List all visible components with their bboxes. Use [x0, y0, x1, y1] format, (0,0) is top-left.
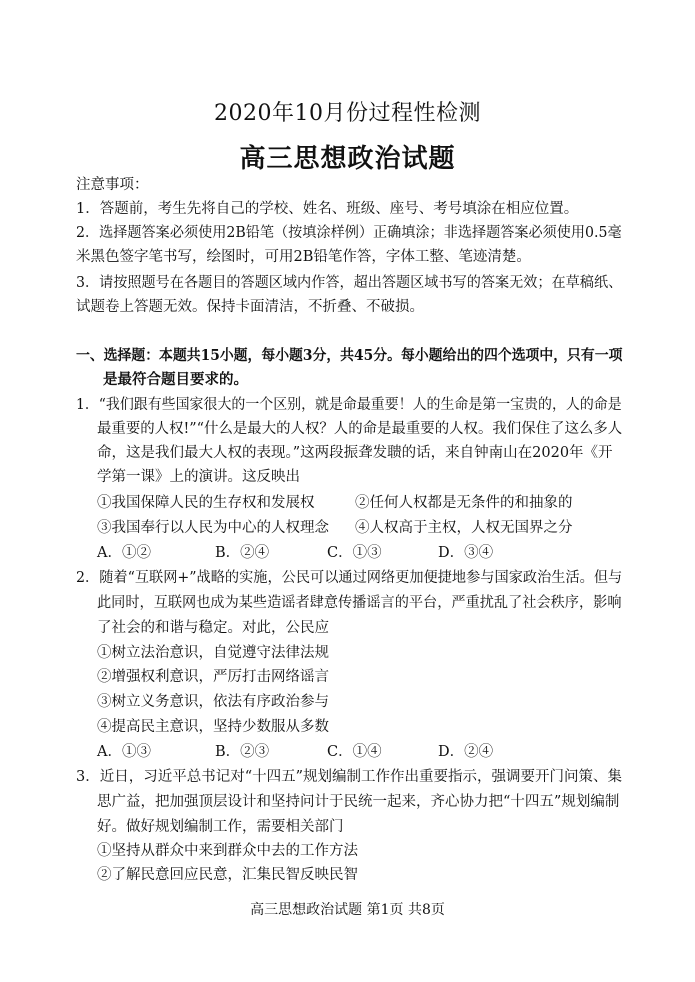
question-2-choice-c: C．①④: [327, 744, 382, 760]
question-1-option: ①我国保障人民的生存权和发展权: [97, 495, 315, 511]
notice-line: 3．请按照题号在各题目的答题区域内作答，超出答题区域书写的答案无效；在草稿纸、: [76, 275, 623, 291]
question-1-option: ④人权高于主权，人权无国界之分: [355, 520, 573, 536]
question-1-choice-b: B．②④: [215, 545, 270, 561]
notice-line: 2．选择题答案必须使用2B铅笔（按填涂样例）正确填涂；非选择题答案必须使用0.5毫: [76, 225, 622, 241]
question-2-option: ①树立法治意识，自觉遵守法律法规: [97, 645, 329, 661]
subject-title: 高三思想政治试题: [239, 144, 456, 174]
question-1-choice-a: A．①②: [97, 545, 151, 561]
section-heading-cont: 是最符合题目要求的。: [103, 371, 248, 388]
question-1-text: 1．“我们跟有些国家很大的一个区别，就是命最重要！人的生命是第一宝贵的，人的命是: [76, 397, 622, 413]
question-2-option: ②增强权利意识，严厉打击网络谣言: [97, 669, 329, 685]
question-2-option: ④提高民主意识，坚持少数服从多数: [97, 719, 329, 735]
question-2-choice-b: B．②③: [215, 744, 270, 760]
question-3-text: 好。做好规划编制工作，需要相关部门: [97, 819, 344, 835]
notice-heading: 注意事项：: [76, 177, 149, 193]
question-2-choice-d: D．②④: [438, 744, 494, 760]
page-footer: 高三思想政治试题 第1页 共8页: [250, 902, 445, 918]
question-1-text: 命，这是我们最大人权的表现。”这两段振聋发聩的话，来自钟南山在2020年《开: [97, 445, 613, 461]
question-3-option: ①坚持从群众中来到群众中去的工作方法: [97, 843, 358, 859]
question-3-text: 3．近日，习近平总书记对“十四五”规划编制工作作出重要指示，强调要开门问策、集: [76, 769, 623, 785]
notice-line: 试题卷上答题无效。保持卡面清洁，不折叠、不破损。: [76, 299, 424, 315]
notice-line: 米黑色签字笔书写，绘图时，可用2B铅笔作答，字体工整、笔迹清楚。: [76, 249, 531, 265]
exam-title: 2020年10月份过程性检测: [214, 101, 481, 126]
question-1-option: ③我国奉行以人民为中心的人权理念: [97, 520, 329, 536]
question-2-text: 了社会的和谐与稳定。对此，公民应: [97, 620, 329, 636]
section-heading: 一、选择题：本题共15小题，每小题3分，共45分。每小题给出的四个选项中，只有一项: [76, 347, 623, 364]
question-1-text: 最重要的人权!”“什么是最大的人权？人的命是最重要的人权。我们保住了这么多人: [97, 421, 623, 437]
question-1-text: 学第一课》上的演讲。这反映出: [97, 469, 300, 485]
question-1-choice-c: C．①③: [327, 545, 382, 561]
question-3-text: 思广益，把加强顶层设计和坚持问计于民统一起来，齐心协力把“十四五”规划编制: [97, 794, 620, 810]
question-3-option: ②了解民意回应民意，汇集民智反映民智: [97, 867, 358, 883]
notice-line: 1．答题前，考生先将自己的学校、姓名、班级、座号、考号填涂在相应位置。: [76, 201, 579, 217]
question-2-option: ③树立义务意识，依法有序政治参与: [97, 694, 329, 710]
question-1-option: ②任何人权都是无条件的和抽象的: [355, 495, 573, 511]
question-2-text: 2．随着“互联网+”战略的实施，公民可以通过网络更加便捷地参与国家政治生活。但与: [76, 570, 623, 586]
question-2-text: 此同时，互联网也成为某些造谣者肆意传播谣言的平台，严重扰乱了社会秩序，影响: [97, 595, 622, 611]
question-1-choice-d: D．③④: [438, 545, 494, 561]
question-2-choice-a: A．①③: [97, 744, 151, 760]
